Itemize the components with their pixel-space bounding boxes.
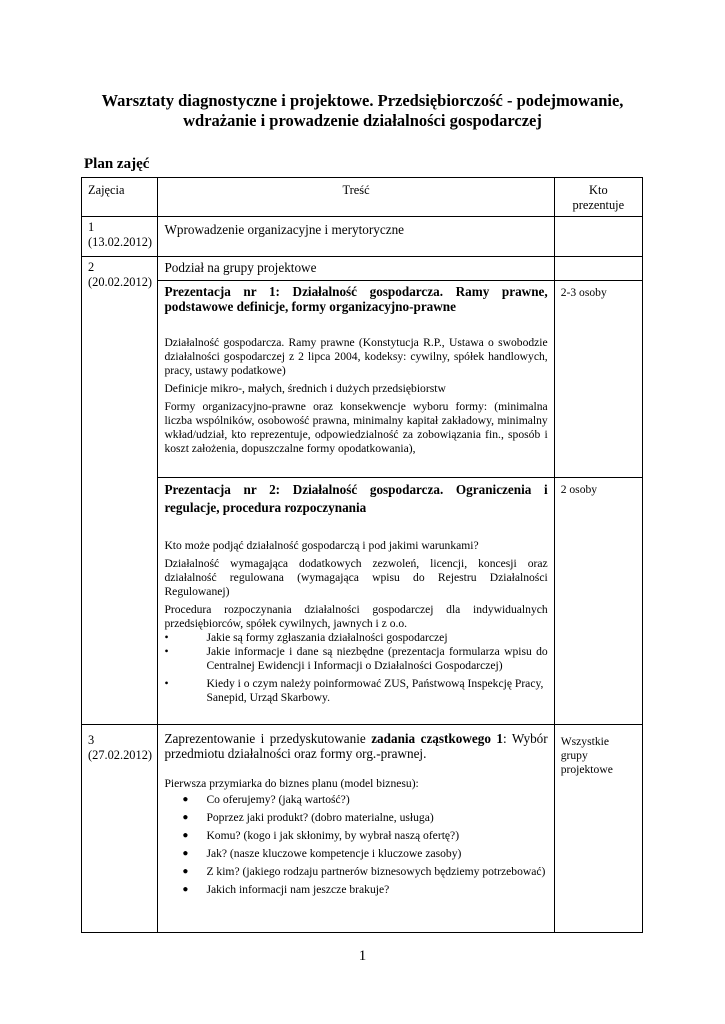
list-item: [164, 883, 547, 897]
presenter-cell: 2 osoby: [554, 478, 642, 725]
bullet-text: Komu? (kogo i jak skłonimy, by wybrał naszą ofertę?): [206, 829, 460, 842]
bullet-text: Jakie są formy zgłaszania działalności gospodarczej: [206, 631, 448, 644]
content-cell: Podział na grupy projektowe: [158, 257, 554, 281]
bullet-text: Jakie informacje i dane są niezbędne (prezentacja formularza wpisu do Centralnej Ewidencji i Informacji o Działalności Gospodarczej): [206, 645, 548, 672]
header-kto-line1: Kto: [589, 183, 608, 197]
presentation-2-para-1: Kto może podjąć działalność gospodarczą i pod jakimi warunkami?: [164, 539, 479, 552]
session-3-para-1: Pierwsza przymiarka do biznes planu (model biznesu):: [164, 777, 419, 790]
list-item: [164, 677, 547, 705]
bullet-text: Z kim? (jakiego rodzaju partnerów biznesowych będziemy potrzebować): [206, 865, 546, 878]
intro-text-b: : Wybór przedmiotu działalności oraz formy org.-prawnej.: [164, 731, 548, 761]
intro-text-a: Zaprezentowanie i przedyskutowanie: [164, 731, 372, 746]
bullet-icon: ●: [182, 848, 189, 859]
content-cell: Wprowadzenie organizacyjne i merytoryczne: [158, 217, 554, 257]
presentation-1-para-1: Działalność gospodarcza. Ramy prawne (Konstytucja R.P., Ustawa o swobodzie działalności gospodarczej z 2 lipca 2004, kodeksy: cywilny, spółek handlowych, pracy, ustawy podatkowe): [164, 336, 548, 377]
presenter-cell: [554, 257, 642, 281]
title-line-2: wdrażanie i prowadzenie działalności gospodarczej: [183, 111, 542, 130]
bullet-icon: •: [164, 645, 169, 658]
presentation-2-para-2: Działalność wymagająca dodatkowych zezwoleń, licencji, koncesji oraz działalność regulowana (wymagająca wpisu do Rejestru Działalności Regulowanej): [164, 557, 548, 598]
bullet-text: Kiedy i o czym należy poinformować ZUS, Państwową Inspekcję Pracy, Sanepid, Urząd Skarbowy.: [206, 677, 544, 704]
bullet-icon: ●: [182, 866, 189, 877]
presentation-2-para-3: Procedura rozpoczynania działalności gospodarczej dla indywidualnych przedsiębiorców, spółek cywilnych, jawnych i z o.o.: [164, 603, 548, 630]
bullet-text: Jak? (nasze kluczowe kompetencje i kluczowe zasoby): [206, 847, 462, 860]
presenter-cell: [554, 217, 642, 257]
session-cell: [82, 217, 158, 257]
presenter-cell: Wszystkie grupy projektowe: [554, 725, 642, 933]
presentation-1-para-3: Formy organizacyjno-prawne oraz konsekwencje wyboru formy: (minimalna liczba wspólników, osobowość prawna, minimalny kapitał zakładowy, minimalny wkład/udział, kto reprezentuje, odpowiedzialność za zobowiązania fin., sposób i koszt założenia, dopuszczalne formy opodatkowania),: [164, 400, 548, 455]
header-kto: [554, 178, 642, 217]
list-item: [164, 631, 547, 645]
content-cell: [158, 478, 554, 725]
list-item: [164, 847, 547, 861]
session-3-intro: [164, 731, 547, 761]
presenter-cell: 2-3 osoby: [554, 281, 642, 478]
document-title: [60, 91, 665, 131]
table-row: [82, 257, 643, 281]
list-item: [164, 793, 547, 807]
session-3-bullets: [164, 793, 547, 897]
session-number: 3: [88, 733, 95, 747]
header-tresc: Treść: [158, 178, 554, 217]
list-item: [164, 829, 547, 843]
session-date: (20.02.2012): [88, 275, 153, 289]
header-zajecia: Zajęcia: [82, 178, 158, 217]
bullet-icon: ●: [182, 830, 189, 841]
session-number: 2: [88, 260, 95, 274]
bullet-icon: •: [164, 631, 169, 644]
session-number: 1: [88, 220, 95, 234]
session-cell: [82, 725, 158, 933]
bullet-text: Jakich informacji nam jeszcze brakuje?: [206, 883, 390, 896]
content-cell: [158, 725, 554, 933]
schedule-table: [81, 177, 643, 933]
table-row: [82, 478, 643, 725]
bullet-icon: ●: [182, 794, 189, 805]
session-date: (13.02.2012): [88, 235, 153, 249]
bullet-text: Poprzez jaki produkt? (dobro materialne, usługa): [206, 811, 434, 824]
bullet-icon: ●: [182, 812, 189, 823]
table-row: [82, 281, 643, 478]
bullet-icon: ●: [182, 884, 189, 895]
page-number: 1: [358, 948, 367, 964]
presentation-1-para-2: Definicje mikro-, małych, średnich i dużych przedsiębiorstw: [164, 382, 446, 395]
plan-heading: Plan zajęć: [84, 156, 150, 172]
presentation-2-title: Prezentacja nr 2: Działalność gospodarcza. Ograniczenia i regulacje, procedura rozpoczynania: [164, 482, 548, 515]
content-cell: [158, 281, 554, 478]
list-item: [164, 811, 547, 825]
list-item: [164, 645, 547, 673]
presentation-1-title: Prezentacja nr 1: Działalność gospodarcza. Ramy prawne, podstawowe definicje, formy organizacyjno-prawne: [164, 284, 548, 314]
session-cell: [82, 257, 158, 725]
session-date: (27.02.2012): [88, 748, 153, 762]
list-item: [164, 865, 547, 879]
header-kto-line2: prezentuje: [572, 198, 625, 212]
bullet-icon: •: [164, 677, 169, 690]
bullet-text: Co oferujemy? (jaką wartość?): [206, 793, 350, 806]
intro-text-bold: zadania cząstkowego 1: [371, 731, 503, 746]
title-line-1: Warsztaty diagnostyczne i projektowe. Przedsiębiorczość - podejmowanie,: [101, 91, 624, 110]
table-row: [82, 217, 643, 257]
table-header-row: [82, 178, 643, 217]
table-row: [82, 725, 643, 933]
